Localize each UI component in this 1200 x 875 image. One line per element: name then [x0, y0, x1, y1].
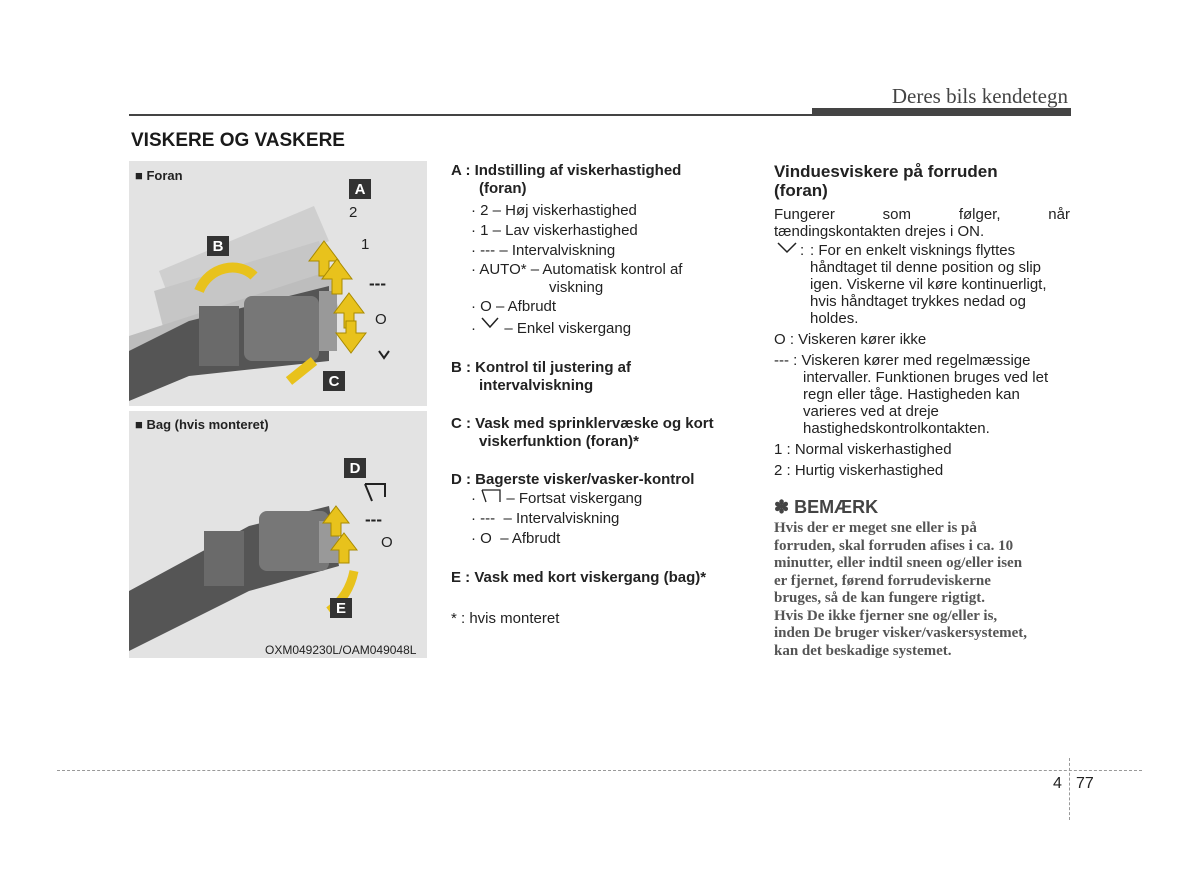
callout-a: A	[354, 181, 366, 198]
interval-line-4: varieres ved at dreje	[803, 403, 939, 420]
interval-line-1: --- : Viskeren kører med regelmæssige	[774, 352, 1031, 369]
single-line-4: hvis håndtaget trykkes nedad og	[810, 293, 1026, 310]
item-d-interval	[471, 509, 751, 529]
item-e-heading: E : Vask med kort viskergang (bag)*	[451, 569, 707, 586]
item-d-continuous-text: – Fortsat viskergang	[506, 490, 643, 507]
single-line-1: : For en enkelt visknings flyttes	[810, 242, 1016, 259]
footer-divider	[1069, 758, 1070, 820]
item-d-continuous: · – Fortsat viskergang	[471, 490, 643, 507]
note-line-3: minutter, eller indtil sneen og/eller isen	[774, 555, 1023, 571]
note-line-5: bruges, så de kan fungere rigtigt.	[774, 590, 985, 606]
bullet-dot: ·	[471, 320, 476, 337]
single-wipe-icon	[776, 242, 798, 254]
item-d-off-symbol: · O	[471, 530, 492, 547]
position-1-label: 1	[361, 236, 370, 253]
note-title: ✽ BEMÆRK	[774, 497, 879, 517]
position-off-label: O	[375, 311, 387, 328]
right-title-cont: (foran)	[774, 181, 828, 200]
intro-word-3: følger,	[958, 206, 1001, 223]
single-line-2: håndtaget til denne position og slip	[810, 259, 1042, 276]
rear-figure-label: ■ Bag (hvis monteret)	[135, 417, 269, 432]
single-wipe-desc	[774, 242, 1070, 327]
control-descriptions	[451, 162, 751, 628]
single-wipe-icon	[379, 351, 389, 358]
note-line-8: kan det beskadige systemet.	[774, 642, 952, 659]
callout-e: E	[335, 600, 347, 617]
note-line-2: forruden, skal forruden afises i ca. 10	[774, 537, 1014, 554]
intro-word-1: Fungerer	[774, 206, 835, 223]
header-rule	[129, 114, 1071, 116]
single-line-5: holdes.	[810, 310, 859, 327]
item-d-off	[471, 529, 751, 549]
single-colon: :	[800, 242, 805, 259]
front-figure-label: ■ Foran	[135, 168, 183, 183]
item-b-heading-cont: intervalviskning	[479, 377, 594, 394]
note-line-4: er fjernet, førend forrudeviskerne	[774, 572, 991, 589]
rear-off-label: O	[381, 534, 393, 551]
item-a-heading-cont: (foran)	[479, 180, 527, 197]
section-title: VISKERE OG VASKERE	[131, 130, 345, 151]
intro-word-2: som	[882, 206, 912, 223]
item-d-interval-text: – Intervalviskning	[503, 510, 620, 527]
front-wiper-section	[774, 162, 1070, 660]
item-d-interval-symbol: · ---	[471, 510, 496, 527]
continuous-wipe-icon	[480, 489, 502, 503]
callout-c: C	[328, 373, 340, 390]
item-c-heading: C : Vask med sprinklervæske og kort	[451, 415, 714, 432]
position-interval-label: ---	[369, 274, 386, 293]
item-a-speed2: · 2 – Høj viskerhastighed	[471, 202, 637, 219]
item-a-heading: A : Indstilling af viskerhastighed	[451, 162, 682, 179]
note-body	[774, 520, 1070, 660]
running-header: Deres bils kendetegn	[891, 84, 1068, 108]
speed-1-desc: 1 : Normal viskerhastighed	[774, 441, 952, 458]
front-stalk-illustration	[129, 161, 427, 406]
item-b-heading: B : Kontrol til justering af	[451, 359, 631, 376]
single-line-3: igen. Viskerne vil køre kontinuerligt,	[810, 276, 1047, 293]
rear-stalk-illustration	[129, 411, 427, 658]
item-d-off-text: – Afbrudt	[500, 530, 561, 547]
item-d-heading: D : Bagerste visker/vasker-kontrol	[451, 471, 695, 488]
item-a-interval: · --- – Intervalviskning	[471, 242, 616, 259]
item-c-heading-cont: viskerfunktion (foran)*	[479, 433, 640, 450]
item-a-auto-cont: viskning	[549, 279, 604, 296]
interval-desc	[774, 352, 1070, 437]
note-line-1: Hvis der er meget sne eller is på	[774, 520, 977, 536]
speed-2-desc: 2 : Hurtig viskerhastighed	[774, 462, 944, 479]
chapter-number: 4	[1053, 775, 1062, 792]
interval-line-3: regn eller tåge. Hastigheden kan	[803, 386, 1020, 403]
continuous-wipe-icon	[365, 484, 385, 501]
item-a-off: · O – Afbrudt	[471, 298, 557, 315]
callout-d: D	[349, 460, 361, 477]
footer-rule	[57, 770, 1142, 771]
rear-interval-label: ---	[365, 510, 382, 529]
right-title: Vinduesviskere på forruden	[774, 162, 998, 181]
item-a-single	[471, 317, 751, 339]
item-a-speed1: · 1 – Lav viskerhastighed	[471, 222, 638, 239]
intro-line-2: tændingskontakten drejes i ON.	[774, 223, 985, 240]
intro-word-4: når	[1048, 206, 1070, 223]
note-line-6: Hvis De ikke fjerner sne og/eller is,	[774, 607, 998, 624]
off-desc: O : Viskeren kører ikke	[774, 331, 927, 348]
intro-line	[774, 206, 1070, 223]
position-2-label: 2	[349, 204, 358, 221]
callout-b: B	[212, 238, 224, 255]
figure-code: OXM049230L/OAM049048L	[265, 643, 417, 657]
footnote: * : hvis monteret	[451, 610, 560, 627]
item-a-auto: · AUTO* – Automatisk kontrol af	[471, 261, 683, 278]
interval-line-2: intervaller. Funktionen bruges ved let	[803, 369, 1049, 386]
single-wipe-icon	[480, 317, 500, 329]
item-a-single-text: – Enkel viskergang	[504, 320, 632, 337]
note-line-7: inden De bruger visker/vaskersystemet,	[774, 625, 1028, 641]
interval-line-5: hastighedskontrolkontakten.	[803, 420, 990, 437]
page-number: 77	[1076, 775, 1094, 792]
